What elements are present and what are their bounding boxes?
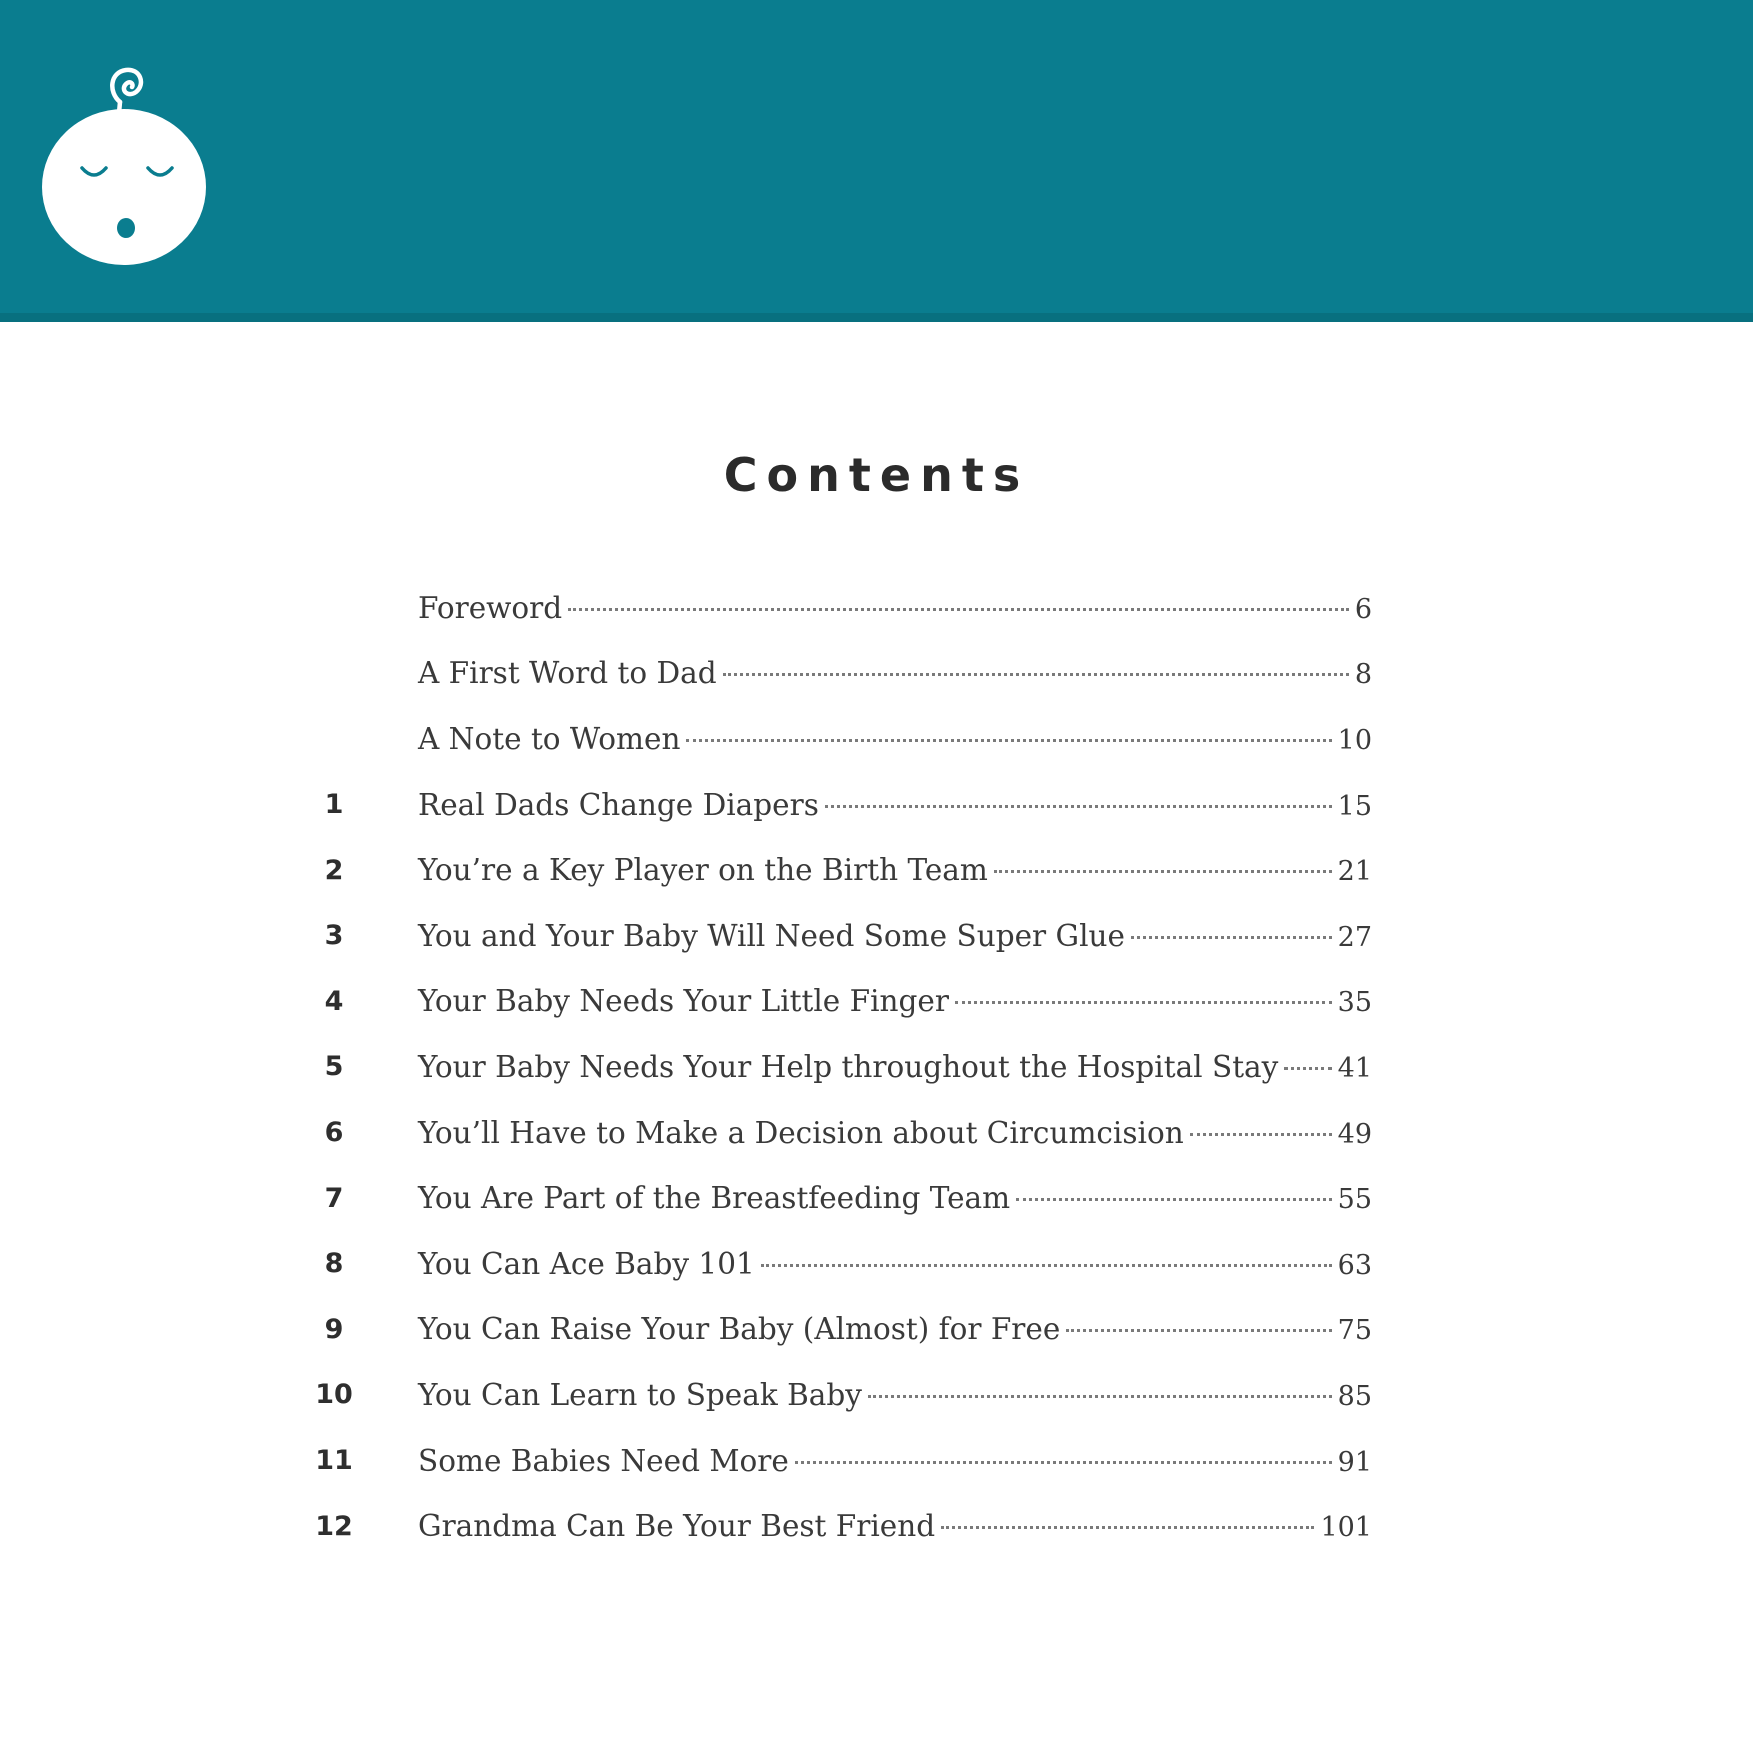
chapter-number: 11	[315, 1445, 353, 1477]
toc-entry	[418, 853, 1372, 887]
chapter-title: You Can Learn to Speak Baby	[418, 1377, 862, 1412]
page-number: 49	[1337, 1118, 1372, 1150]
banner-bottom-edge	[0, 313, 1753, 322]
toc-row	[300, 969, 1372, 1035]
toc-row	[300, 1231, 1372, 1297]
chapter-number: 5	[324, 1051, 344, 1083]
toc-row	[300, 1297, 1372, 1363]
toc-row	[300, 1034, 1372, 1100]
toc-entry	[418, 1181, 1372, 1215]
toc-row	[300, 706, 1372, 772]
chapter-number: 1	[324, 789, 344, 821]
chapter-number: 9	[324, 1313, 344, 1345]
chapter-title: A First Word to Dad	[418, 656, 717, 691]
toc-entry	[418, 1050, 1372, 1084]
toc-entry	[418, 788, 1372, 822]
toc-row	[300, 575, 1372, 641]
chapter-title: You Are Part of the Breastfeeding Team	[418, 1181, 1011, 1216]
dot-leader	[868, 1395, 1332, 1398]
toc-entry	[418, 722, 1372, 756]
page-number: 85	[1337, 1380, 1372, 1412]
chapter-title: A Note to Women	[418, 721, 681, 756]
page-number: 10	[1337, 724, 1372, 756]
page-number: 6	[1354, 593, 1372, 625]
chapter-number: 3	[324, 920, 344, 952]
chapter-number: 6	[324, 1117, 344, 1149]
toc-row	[300, 903, 1372, 969]
dot-leader	[955, 1001, 1332, 1004]
toc-row	[300, 1362, 1372, 1428]
toc-entry	[418, 1509, 1372, 1543]
dot-leader	[795, 1461, 1332, 1464]
toc-entry	[418, 1312, 1372, 1346]
chapter-title: You’ll Have to Make a Decision about Circumcision	[418, 1115, 1184, 1150]
toc-row	[300, 1100, 1372, 1166]
page-number: 63	[1337, 1249, 1372, 1281]
dot-leader	[686, 739, 1331, 742]
chapter-number: 10	[315, 1379, 353, 1411]
toc-row	[300, 1493, 1372, 1559]
dot-leader	[1066, 1329, 1331, 1332]
chapter-number: 7	[324, 1182, 344, 1214]
chapter-title: Your Baby Needs Your Help throughout the Hospital Stay	[418, 1049, 1279, 1084]
toc-entry	[418, 656, 1372, 690]
page-number: 101	[1320, 1512, 1372, 1544]
header-banner	[0, 0, 1753, 322]
toc-entry	[418, 1444, 1372, 1478]
dot-leader	[1190, 1133, 1332, 1136]
dot-leader	[825, 805, 1332, 808]
toc-row	[300, 1165, 1372, 1231]
page-number: 91	[1337, 1446, 1372, 1478]
chapter-title: You Can Raise Your Baby (Almost) for Free	[418, 1312, 1061, 1347]
page-number: 21	[1337, 856, 1372, 888]
toc-entry	[418, 1378, 1372, 1412]
chapter-number: 12	[315, 1510, 353, 1542]
chapter-title: Your Baby Needs Your Little Finger	[418, 984, 949, 1019]
page-number: 55	[1337, 1184, 1372, 1216]
toc-row	[300, 1428, 1372, 1494]
page-number: 8	[1354, 659, 1372, 691]
chapter-number: 4	[324, 985, 344, 1017]
chapter-title: You and Your Baby Will Need Some Super Glue	[418, 918, 1125, 953]
chapter-title: Real Dads Change Diapers	[418, 787, 819, 822]
toc-entry	[418, 919, 1372, 953]
sleeping-baby-face-icon	[38, 62, 218, 270]
chapter-number: 2	[324, 854, 344, 886]
table-of-contents	[300, 575, 1372, 1559]
chapter-number: 8	[324, 1248, 344, 1280]
toc-entry	[418, 1247, 1372, 1281]
page-number: 35	[1337, 987, 1372, 1019]
toc-row	[300, 837, 1372, 903]
dot-leader	[1016, 1198, 1332, 1201]
chapter-title: You’re a Key Player on the Birth Team	[418, 853, 988, 888]
page-number: 27	[1337, 921, 1372, 953]
toc-entry	[418, 984, 1372, 1018]
dot-leader	[994, 870, 1332, 873]
page-number: 75	[1337, 1315, 1372, 1347]
chapter-title: Foreword	[418, 590, 563, 625]
chapter-title: You Can Ace Baby 101	[418, 1246, 755, 1281]
dot-leader	[568, 608, 1349, 611]
dot-leader	[723, 673, 1349, 676]
page-number: 41	[1337, 1052, 1372, 1084]
page-title: Contents	[723, 448, 1030, 502]
toc-row	[300, 772, 1372, 838]
toc-entry	[418, 1116, 1372, 1150]
dot-leader	[941, 1526, 1314, 1529]
dot-leader	[1284, 1067, 1331, 1070]
chapter-title: Some Babies Need More	[418, 1443, 789, 1478]
chapter-title: Grandma Can Be Your Best Friend	[418, 1509, 936, 1544]
dot-leader	[1131, 936, 1332, 939]
dot-leader	[761, 1264, 1332, 1267]
toc-row	[300, 641, 1372, 707]
page-number: 15	[1337, 790, 1372, 822]
toc-entry	[418, 591, 1372, 625]
